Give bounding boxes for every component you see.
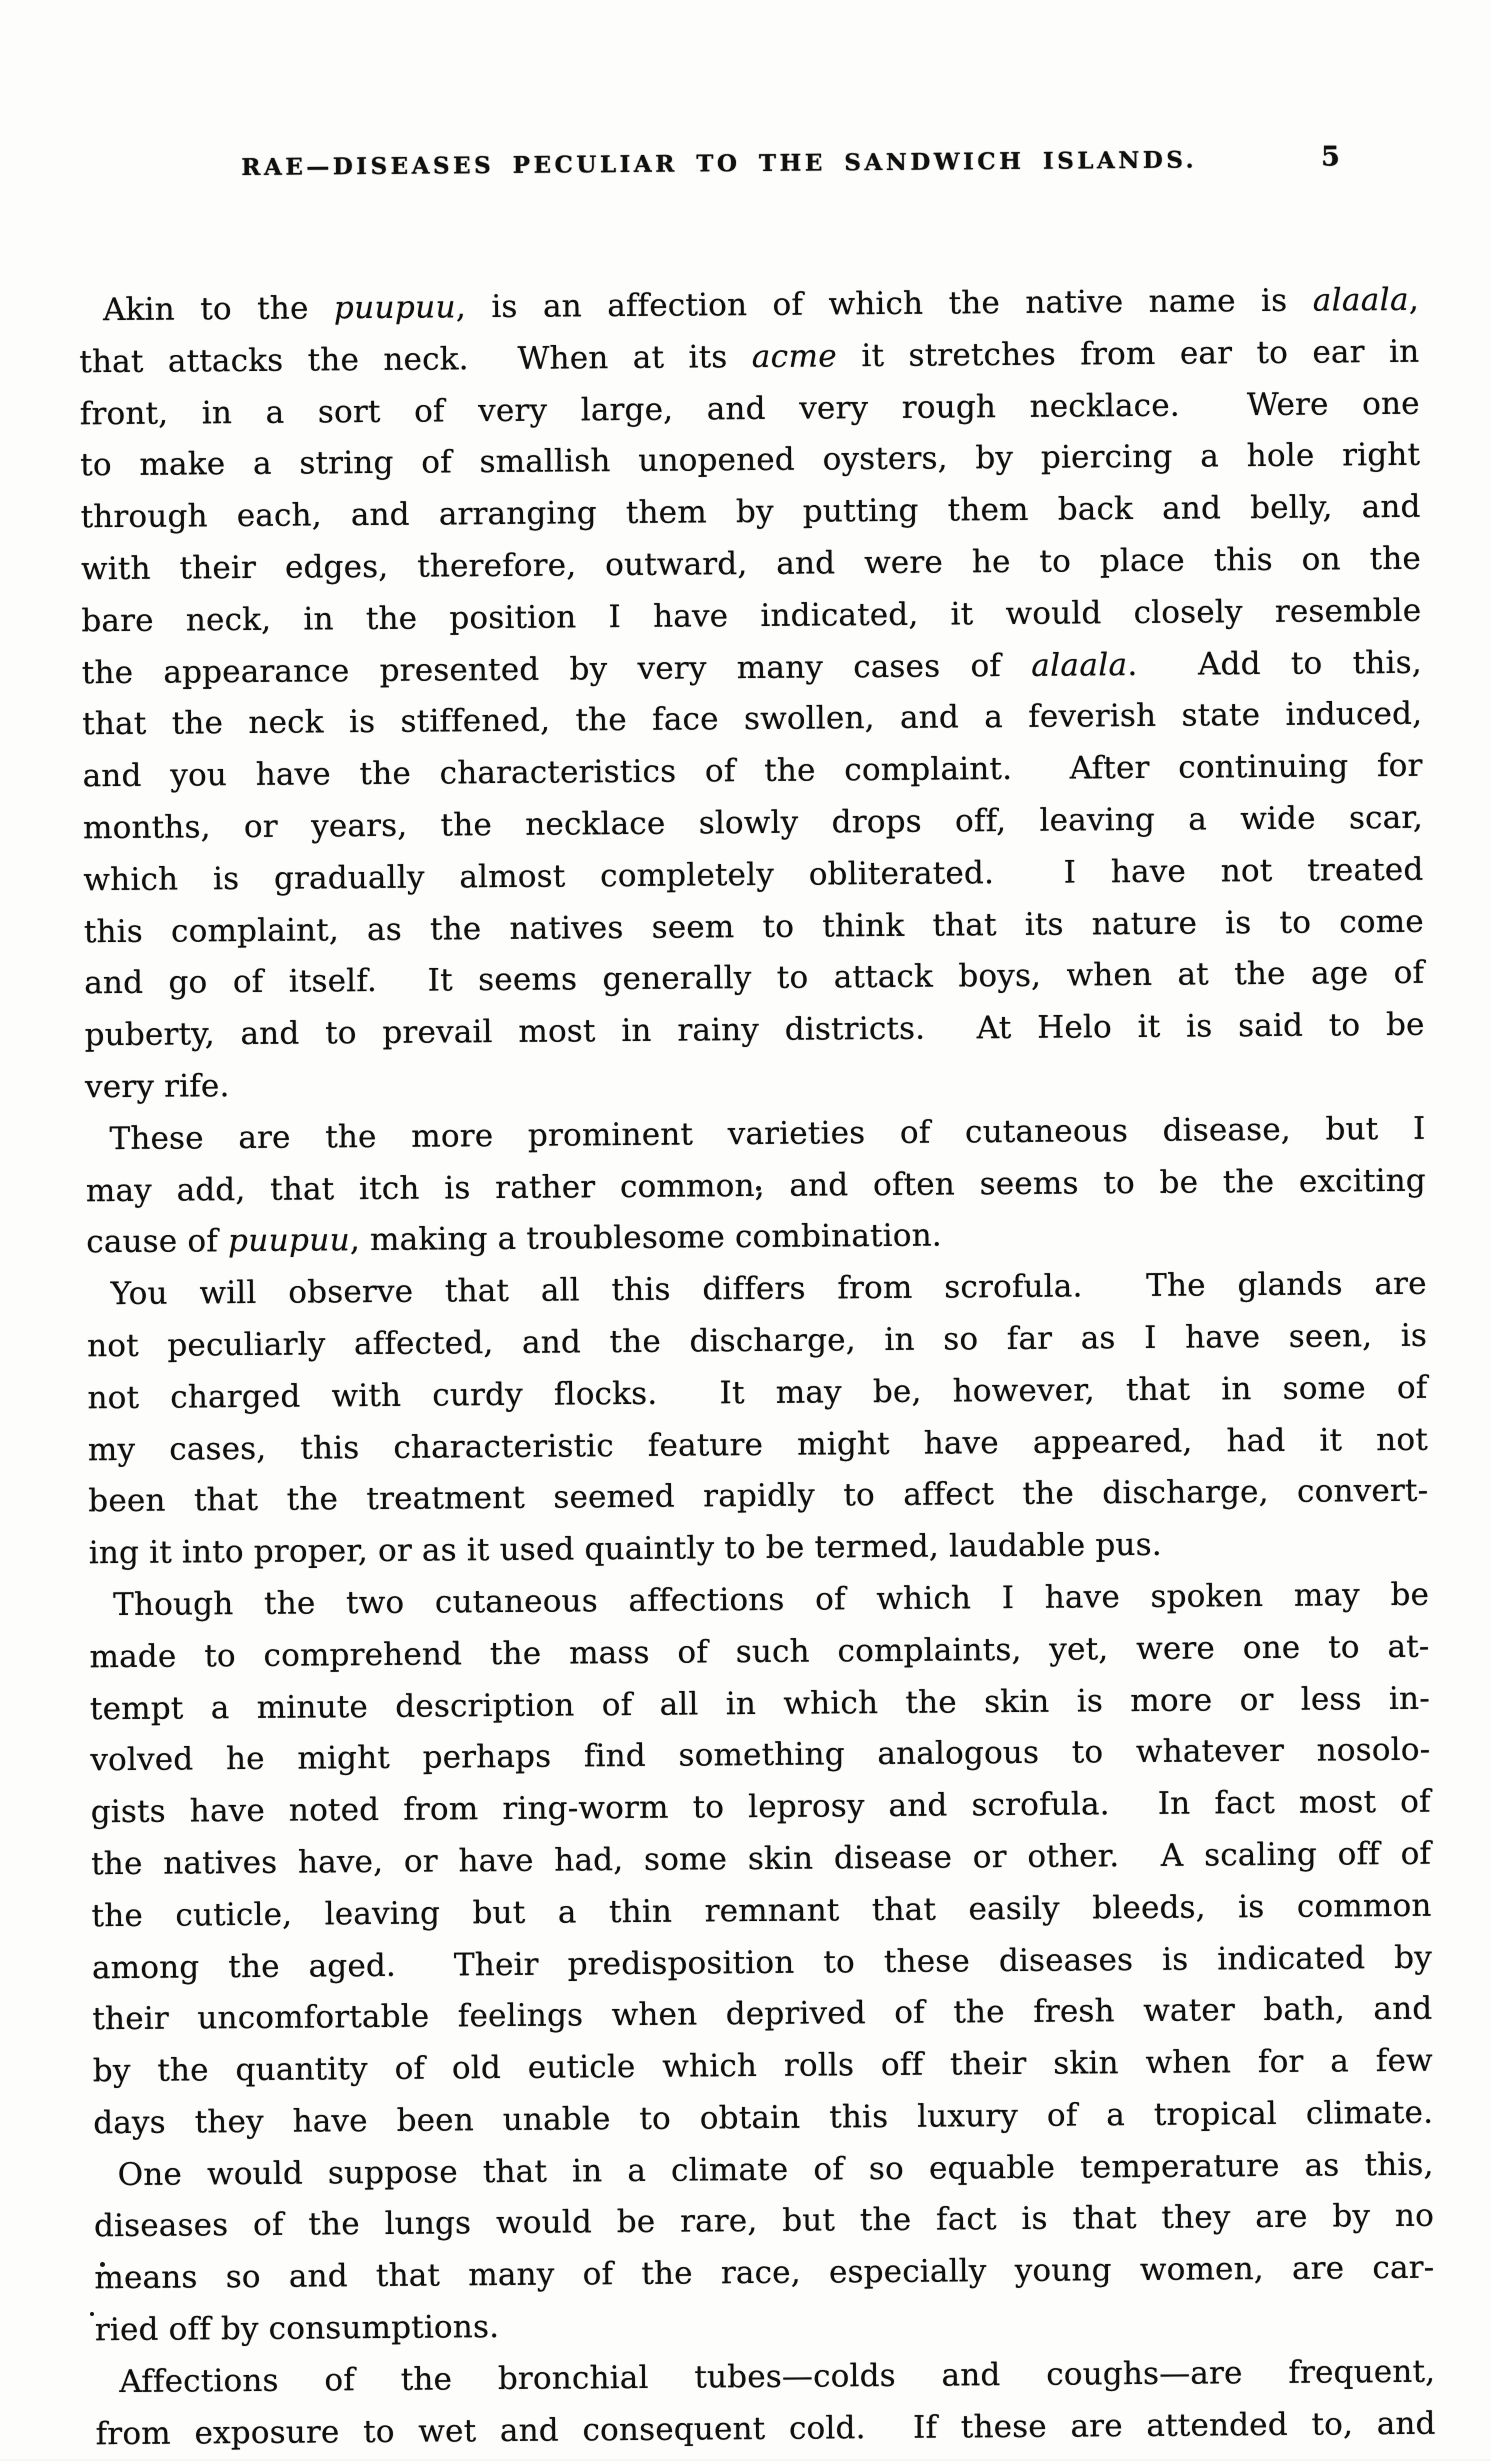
text-line: among the aged. Their predisposition to these diseases is indicated by [91,1939,1433,1986]
text-line: ried off by consumptions. [94,2309,500,2349]
text-line: by the quantity of old euticle which rolls off their skin when for a few [92,2042,1433,2090]
text-line: not peculiarly affected, and the discharge, in so far as I have seen, is [86,1317,1428,1365]
text-line: made to comprehend the mass of such complaints, yet, were one to at- [89,1628,1430,1675]
text-line: that attacks the neck. When at its acme it stretches from ear to ear in [79,333,1420,381]
text-line: very rife. [84,1068,230,1106]
text-line: days they have been unable to obtain this luxury of a tropical climate. [93,2094,1434,2142]
paragraph [93,2139,1435,2357]
text-line: with their edges, therefore, outward, and were he to place this on the [80,540,1422,588]
text-line: through each, and arranging them by putting them back and belly, and [80,488,1421,536]
page-number: 5 [1320,141,1340,173]
text-line: that the neck is stiffened, the face swollen, and a feverish state induced, [82,696,1423,743]
text-line: means so and that many of the race, especially young women, are car- [94,2249,1435,2297]
paragraph [95,2347,1436,2461]
running-head-title: RAE—DISEASES PECULIAR TO THE SANDWICH ISLANDS. [241,146,1198,182]
text-line: puberty, and to prevail most in rainy districts. At Helo it is said to be [84,1006,1425,1054]
text-line: their uncomfortable feelings when deprived of the fresh water bath, and [92,1991,1433,2038]
ink-speck [90,2312,94,2316]
text-line: cause of puupuu, making a troublesome combination. [86,1217,943,1261]
text-line: bare neck, in the position I have indicated, it would closely resemble [81,592,1422,640]
text-line: and go of itself. It seems generally to attack boys, when at the age of [84,955,1425,1002]
text-line: You will observe that all this differs from scrofula. The glands are [110,1265,1427,1313]
text-line: which is gradually almost completely obliterated. I have not treated [83,851,1424,899]
text-line: my cases, this characteristic feature might have appeared, had it not [87,1421,1429,1468]
page-body [79,275,1436,2461]
text-line: been that the treatment seemed rapidly to affect the discharge, convert- [88,1473,1429,1520]
paragraph [79,275,1425,1114]
text-line: Though the two cutaneous affections of which I have spoken may be [113,1576,1430,1623]
paragraph [87,1259,1429,1580]
text-block [78,141,1436,2461]
text-line: the natives have, or have had, some skin disease or other. A scaling off of [91,1835,1432,1883]
text-line: from exposure to wet and consequent cold. If these are attended to, and [95,2405,1436,2452]
text-line: to make a string of smallish unopened oysters, by piercing a hole right [80,437,1421,484]
text-line: not charged with curdy flocks. It may be, however, that in some of [87,1369,1428,1416]
text-line: diseases of the lungs would be rare, but the fact is that they are by no [93,2198,1435,2245]
text-line: Akin to the puupuu, is an affection of which the native name is alaala, [102,281,1420,329]
text-line: ing it into proper, or as it used quaintly to be termed, laudable pus. [88,1526,1162,1572]
text-line: and you have the characteristics of the complaint. After continuing for [82,747,1423,795]
text-line: months, or years, the necklace slowly drops off, leaving a wide scar, [82,799,1424,847]
text-line: These are the more prominent varieties of cutaneous disease, but I [109,1110,1426,1157]
text-line: may add, that itch is rather common, and often seems to be the exciting [85,1162,1427,1209]
text-line: gists have noted from ring-worm to leprosy and scrofula. In fact most of [90,1783,1431,1831]
paragraph [85,1103,1426,1269]
text-line: the appearance presented by very many cases of alaala. Add to this, [81,644,1422,691]
text-line: tempt a minute description of all in which the skin is more or less in- [89,1680,1431,1727]
running-head [78,141,1418,202]
text-line: this complaint, as the natives seem to think that its nature is to come [83,903,1424,950]
text-line: One would suppose that in a climate of so equable temperature as this, [117,2146,1434,2193]
paragraph [89,1570,1433,2150]
text-line: volved he might perhaps find something analogous to whatever nosolo- [90,1732,1431,1779]
text-line: front, in a sort of very large, and very rough necklace. Were one [79,385,1420,432]
text-line: the cuticle, leaving but a thin remnant that easily bleeds, is common [91,1887,1432,1934]
text-line: Affections of the bronchial tubes—colds and coughs—are frequent, [119,2353,1436,2400]
